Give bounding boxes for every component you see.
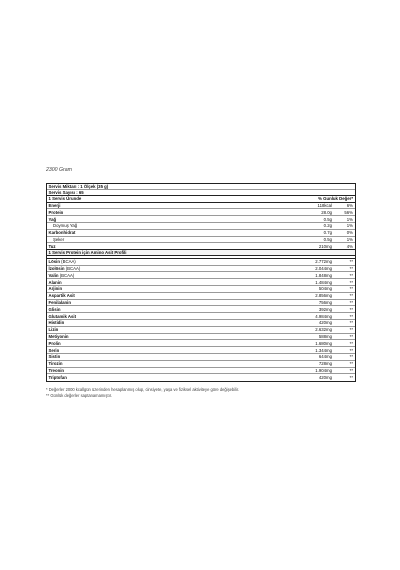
amino-amount: 4.984mg xyxy=(315,313,332,319)
amino-row-aspartic-acid xyxy=(47,293,355,300)
amino-acid-rows xyxy=(47,259,355,381)
nutrient-daily-value: 1% xyxy=(346,236,353,242)
amino-daily-value: ** xyxy=(349,375,353,381)
amino-daily-value: ** xyxy=(349,333,353,339)
amino-daily-value: ** xyxy=(349,306,353,312)
amino-amount: 756mg xyxy=(318,300,332,305)
amino-daily-value: ** xyxy=(349,361,353,367)
amino-row-proline xyxy=(47,340,355,347)
amino-name: Metiyonin xyxy=(48,333,69,339)
nutrient-daily-value: 1% xyxy=(346,223,353,229)
amino-amount: 504mg xyxy=(318,286,332,292)
amino-name: Triptofan xyxy=(48,375,67,381)
amino-amount: 2.044mg xyxy=(315,266,332,272)
amino-row-histidine xyxy=(47,320,355,327)
amino-row-arginine xyxy=(47,286,355,293)
nutrient-daily-value: 1% xyxy=(346,216,353,222)
amino-amount: 1.904mg xyxy=(315,367,332,373)
amino-daily-value: ** xyxy=(349,286,353,292)
amino-row-leucine xyxy=(47,259,355,266)
footnote-daily-value: * Değerler 2000 kcallgün üzerinden hesaplanmış olup, cinsiyete, yaşa ve fiziksel aktiviteye göre değişebilir. xyxy=(46,387,240,393)
amino-daily-value: ** xyxy=(349,347,353,353)
amino-name: Glisin xyxy=(48,306,61,312)
nutrient-amount: 0.2g xyxy=(323,223,332,229)
amino-amount: 420mg xyxy=(318,375,332,381)
nutrient-name: Protein xyxy=(48,209,64,215)
amino-name: İzolösin (BCAA) xyxy=(48,266,81,272)
amino-name: Prolin xyxy=(48,340,61,346)
amino-row-tryptophan xyxy=(47,374,355,381)
amino-daily-value: ** xyxy=(349,367,353,373)
daily-value-header: % Gunluk Değer* xyxy=(318,196,353,202)
nutrient-name: Tuz xyxy=(48,243,56,249)
nutrient-amount: 0.5g xyxy=(323,216,332,222)
amino-name: Glutamik Asit xyxy=(48,313,77,319)
amino-daily-value: ** xyxy=(349,300,353,305)
amino-daily-value: ** xyxy=(349,259,353,265)
amino-daily-value: ** xyxy=(349,272,353,278)
amino-name: Treonin xyxy=(48,367,65,373)
amino-daily-value: ** xyxy=(349,320,353,326)
nutrient-name: Doymuş Yağ xyxy=(53,223,78,229)
amino-amount: 588mg xyxy=(318,333,332,339)
amino-amount: 2.632mg xyxy=(315,327,332,333)
amino-row-serine xyxy=(47,347,355,354)
amino-name: Valin (BCAA) xyxy=(48,272,75,278)
amino-row-methionine xyxy=(47,334,355,341)
net-weight: 2300 Gram xyxy=(46,167,72,173)
nutrient-row-saturated-fat xyxy=(47,223,355,230)
per-serving-header: 1 Servis Ürunde xyxy=(48,196,82,202)
nutrient-row-sugar xyxy=(47,237,355,244)
amino-name: Fenilalanin xyxy=(48,300,71,305)
amino-daily-value: ** xyxy=(349,313,353,319)
amino-amount: 1.344mg xyxy=(315,347,332,353)
amino-row-lysine xyxy=(47,327,355,334)
amino-amount: 644mg xyxy=(318,354,332,360)
nutrient-daily-value: 4% xyxy=(346,243,353,249)
amino-acid-title: 1 Servis Protein için Amino Asit Profili xyxy=(48,250,127,256)
amino-amount: 728mg xyxy=(318,361,332,367)
footnote-not-established: ** Günlük değerler saptanamamıştır. xyxy=(46,392,112,398)
amino-row-glutamic-acid xyxy=(47,313,355,320)
amino-amount: 2.772mg xyxy=(315,259,332,265)
nutrient-amount: 118kcal xyxy=(317,202,332,208)
amino-daily-value: ** xyxy=(349,327,353,333)
amino-row-isoleucine xyxy=(47,266,355,273)
amino-row-cystine xyxy=(47,354,355,361)
nutrient-name: Yağ xyxy=(48,216,57,222)
nutrient-amount: 0.7g xyxy=(323,230,332,236)
amino-daily-value: ** xyxy=(349,279,353,285)
amino-row-phenylalanine xyxy=(47,300,355,307)
amino-name: Tirozin xyxy=(48,361,63,367)
serving-size: Servis Miktarı : 1 Ölçek (35 g) xyxy=(48,184,109,190)
nutrition-table xyxy=(46,183,356,382)
amino-amount: 2.856mg xyxy=(315,293,332,299)
nutrition-rows xyxy=(47,203,355,251)
nutrient-name: Enerji xyxy=(48,202,61,208)
amino-row-tyrosine xyxy=(47,361,355,368)
nutrient-row-protein xyxy=(47,209,355,216)
amino-name: Serin xyxy=(48,347,60,353)
nutrient-row-carbohydrate xyxy=(47,230,355,237)
nutrient-name: Şeker xyxy=(53,236,65,242)
amino-row-valine xyxy=(47,272,355,279)
amino-daily-value: ** xyxy=(349,340,353,346)
amino-row-glycine xyxy=(47,306,355,313)
nutrient-row-salt xyxy=(47,243,355,250)
nutrient-daily-value: 0% xyxy=(346,230,353,236)
amino-name: Aspartik Asit xyxy=(48,293,75,299)
amino-daily-value: ** xyxy=(349,354,353,360)
nutrition-facts-panel xyxy=(46,167,356,398)
amino-name: Alanin xyxy=(48,279,62,285)
amino-name: Sistin xyxy=(48,354,61,360)
footnotes xyxy=(46,387,356,398)
amino-daily-value: ** xyxy=(349,293,353,299)
nutrient-row-energy xyxy=(47,203,355,210)
amino-amount: 392mg xyxy=(318,306,332,312)
nutrient-daily-value: 56% xyxy=(344,209,353,215)
nutrient-row-fat xyxy=(47,216,355,223)
amino-amount: 1.848mg xyxy=(315,272,332,278)
nutrient-amount: 0.5g xyxy=(323,236,332,242)
amino-daily-value: ** xyxy=(349,266,353,272)
nutrient-daily-value: 6% xyxy=(346,202,353,208)
amino-amount: 1.484mg xyxy=(315,279,332,285)
amino-amount: 420mg xyxy=(318,320,332,326)
amino-name: Lizin xyxy=(48,327,59,333)
nutrient-amount: 28.0g xyxy=(321,209,332,215)
amino-row-threonine xyxy=(47,368,355,375)
nutrient-amount: 210mg xyxy=(318,243,332,249)
amino-amount: 1.680mg xyxy=(315,340,332,346)
amino-name: Lösin (BCAA) xyxy=(48,259,76,265)
amino-name: Arjinin xyxy=(48,286,63,292)
nutrient-name: Karbonhidrat xyxy=(48,230,76,236)
serving-count: Servis Sayısı : 65 xyxy=(48,190,84,196)
amino-row-alanine xyxy=(47,279,355,286)
amino-name: Histidin xyxy=(48,320,65,326)
